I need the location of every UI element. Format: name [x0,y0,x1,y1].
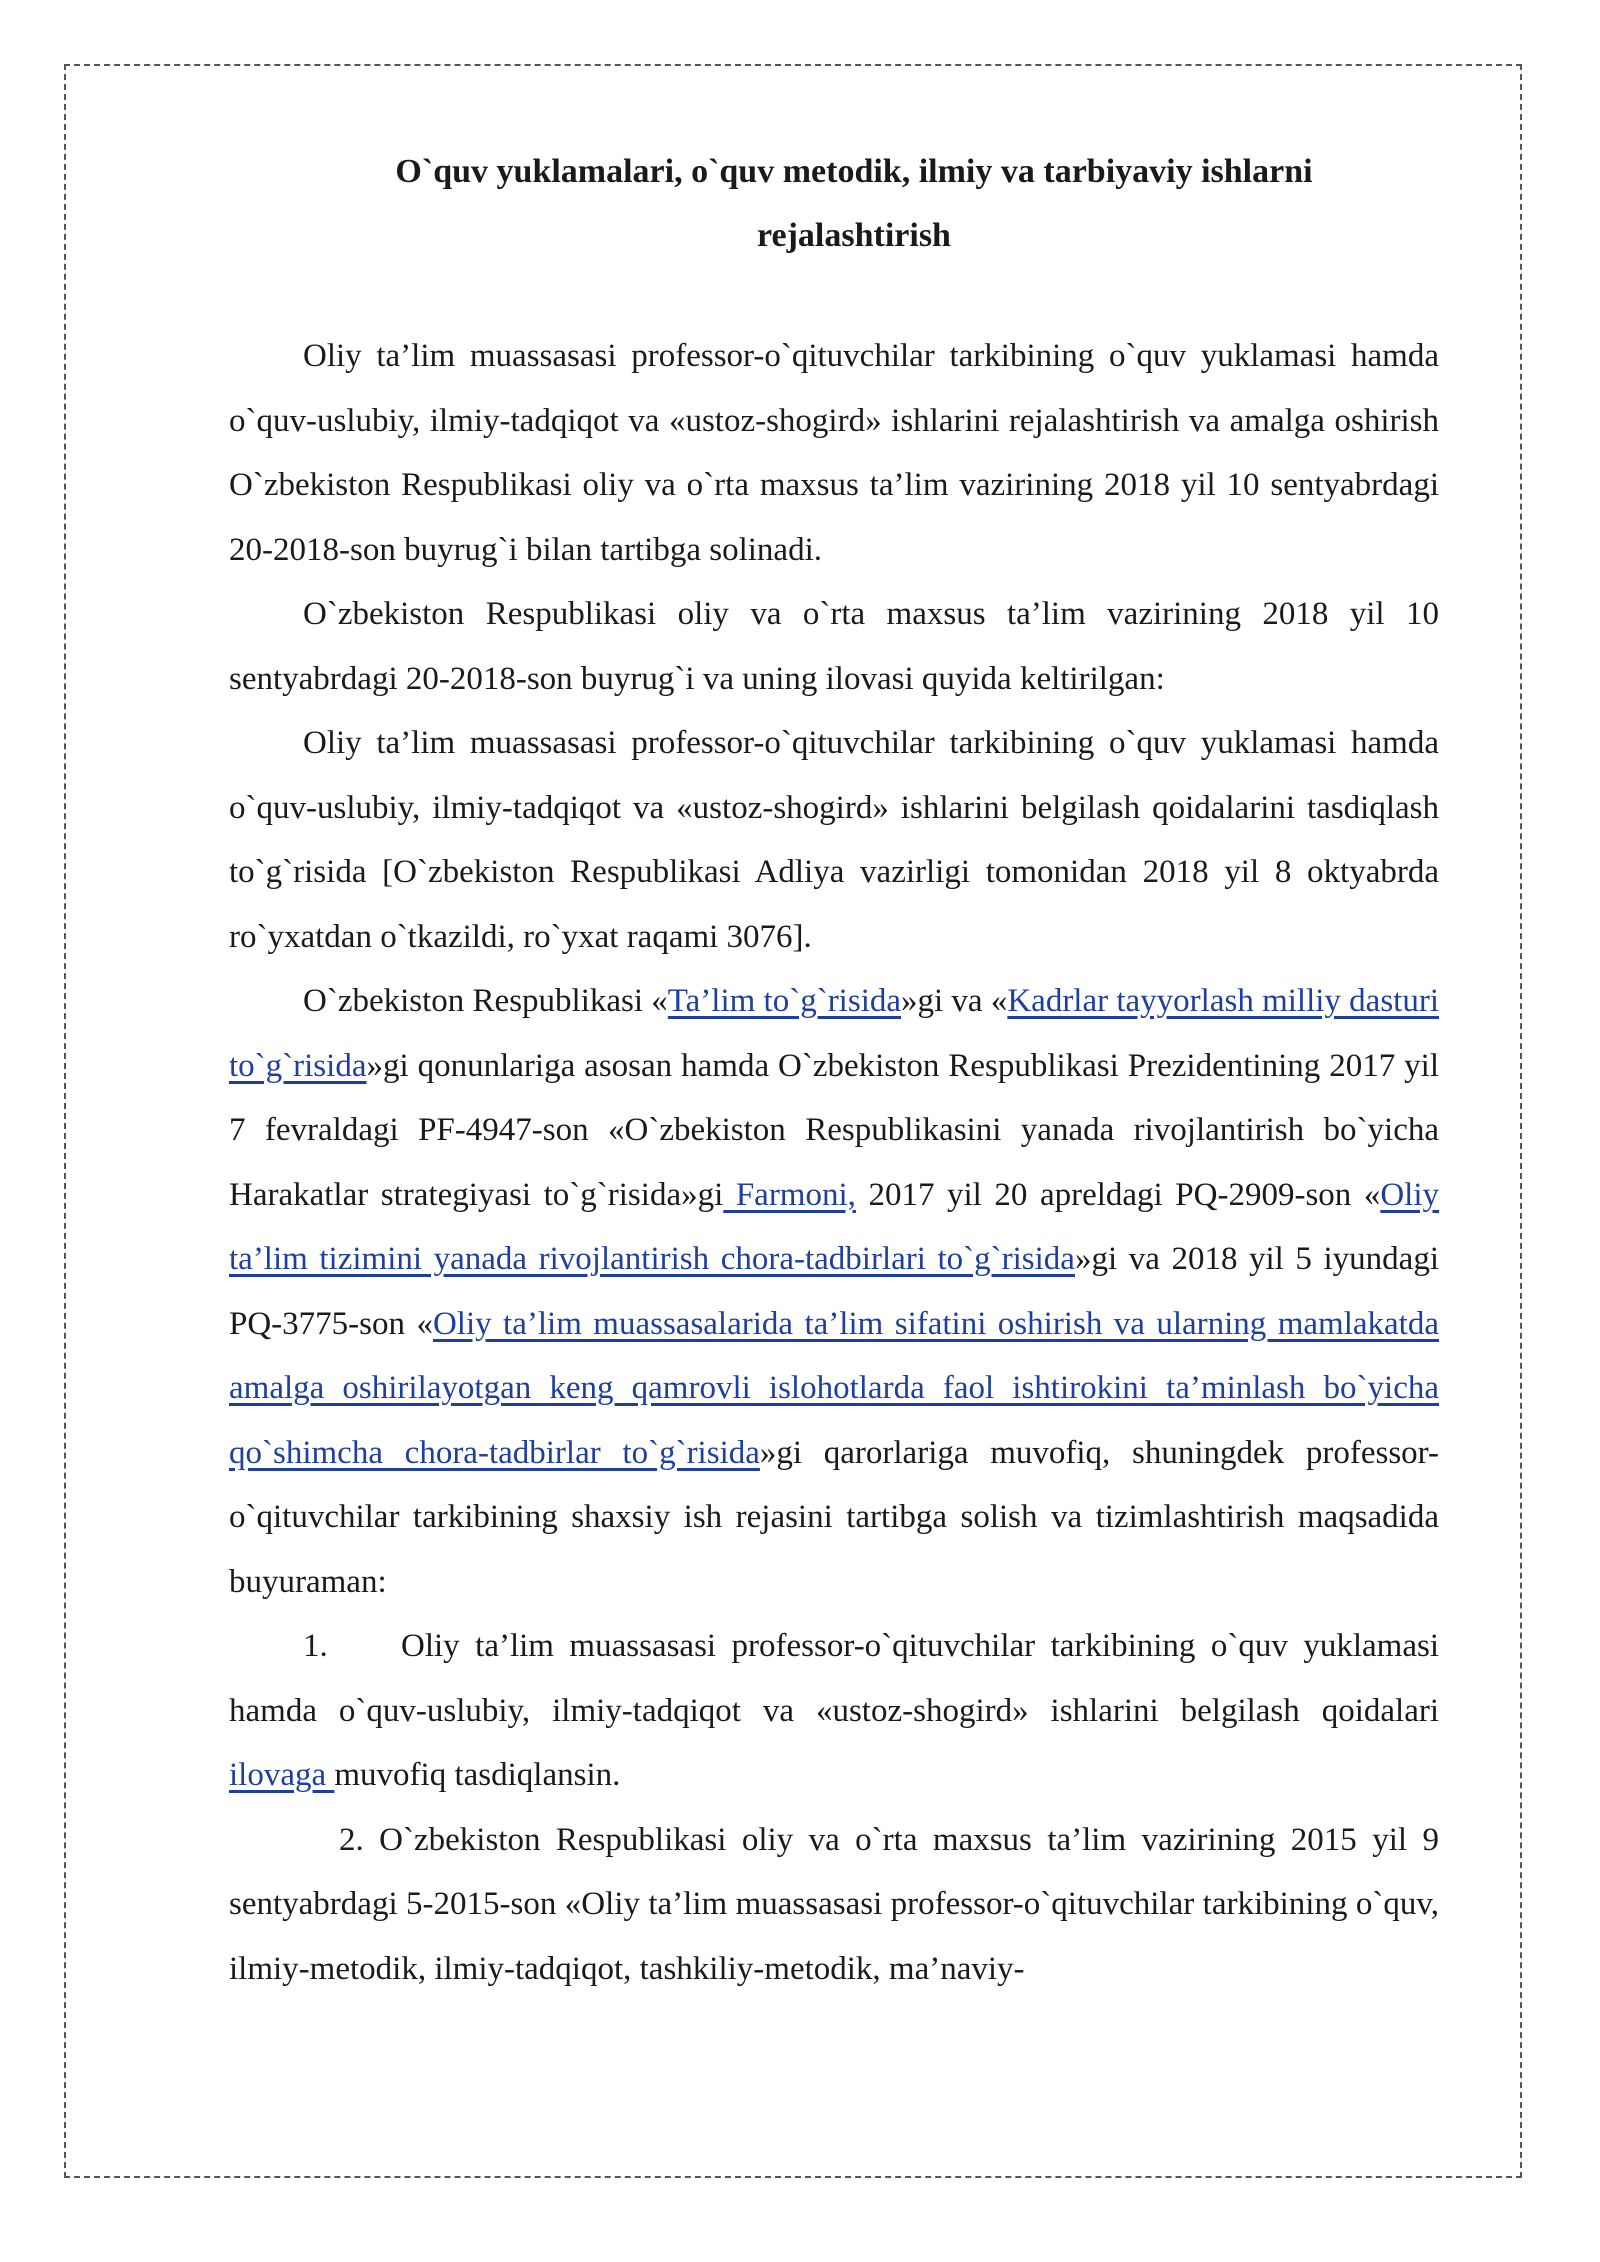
paragraph-5-text-1: Oliy ta’lim muassasasi professor-o`qituvchilar tarkibining o`quv yuklamasi hamda o`quv-uslubiy, ilmiy-tadqiqot va «ustoz-shogird» ishlarini belgilash qoidalari [229,1628,1439,1729]
paragraph-5 [229,1614,1439,1808]
list-number-1: 1. [303,1628,328,1664]
paragraph-4 [229,969,1439,1614]
title-line-1: O`quv yuklamalari, o`quv metodik, ilmiy va tarbiyaviy ishlarni [395,153,1313,190]
paragraph-4-text-3: »gi qonunlariga asosan hamda O`zbekiston Respublikasi Prezidentining 2017 yil 7 fevraldagi PF-4947-son «O`zbekiston Respublikasini yanada rivojlantirish bo`yicha Harakatlar strategiyasi to`g`risida»gi [229,1047,1439,1213]
title-line-2: rejalashtirish [757,217,951,254]
paragraph-5-text-2: muvofiq tasdiqlansin. [334,1757,621,1793]
paragraph-1: Oliy ta’lim muassasasi professor-o`qituvchilar tarkibining o`quv yuklamasi hamda o`quv-uslubiy, ilmiy-tadqiqot va «ustoz-shogird» ishlarini rejalashtirish va amalga oshirish O`zbekiston Respublikasi oliy va o`rta maxsus ta’lim vazirining 2018 yil 10 sentyabrdagi 20-2018-son buyrug`i bilan tartibga solinadi. [229,338,1439,568]
paragraph-4-text-2: »gi va « [901,983,1008,1019]
paragraph-4-text-1: O`zbekiston Respublikasi « [303,983,668,1019]
link-oliy-talim-tizimini[interactable]: Oliy ta’lim tizimini yanada rivojlantirish chora-tadbirlari to`g`risida [229,1176,1440,1277]
link-talim-togrisida[interactable]: Ta’lim to`g`risida [667,983,902,1019]
paragraph-4-text-4: 2017 yil 20 apreldagi PQ-2909-son « [855,1176,1381,1213]
paragraph-4-text-6: »gi qarorlariga muvofiq, shuningdek professor-o`qituvchilar tarkibining shaxsiy ish rejasini tartibga solish va tizimlashtirish maqsadida buyuraman: [229,1434,1439,1600]
document-body [229,140,1439,2001]
link-ilovaga[interactable]: ilovaga [229,1757,335,1793]
paragraph-2: O`zbekiston Respublikasi oliy va o`rta maxsus ta’lim vazirining 2018 yil 10 sentyabrdagi 20-2018-son buyrug`i va uning ilovasi quyida keltirilgan: [229,596,1439,697]
link-oliy-talim-muassasalarida[interactable]: Oliy ta’lim muassasalarida ta’lim sifatini oshirish va ularning mamlakatda amalga oshirilayotgan keng qamrovli islohotlarda faol ishtirokini ta’minlash bo`yicha qo`shimcha chora-tadbirlar to`g`risida [229,1305,1440,1471]
paragraph-4-text-5: »gi va 2018 yil 5 iyundagi PQ-3775-son « [229,1241,1439,1342]
paragraph-6: 2. O`zbekiston Respublikasi oliy va o`rta maxsus ta’lim vazirining 2015 yil 9 sentyabrdagi 5-2015-son «Oliy ta’lim muassasasi professor-o`qituvchilar tarkibining o`quv, ilmiy-metodik, ilmiy-tadqiqot, tashkiliy-metodik, ma’naviy- [229,1821,1439,1987]
link-kadrlar-tayyorlash[interactable]: Kadrlar tayyorlash milliy dasturi to`g`risida [229,983,1439,1084]
paragraph-3: Oliy ta’lim muassasasi professor-o`qituvchilar tarkibining o`quv yuklamasi hamda o`quv-uslubiy, ilmiy-tadqiqot va «ustoz-shogird» ishlarini belgilash qoidalarini tasdiqlash to`g`risida [O`zbekiston Respublikasi Adliya vazirligi tomonidan 2018 yil 8 oktyabrda ro`yxatdan o`tkazildi, ro`yxat raqami 3076]. [229,725,1439,955]
document-title [229,140,1439,268]
link-farmoni[interactable]: Farmoni, [723,1176,856,1213]
